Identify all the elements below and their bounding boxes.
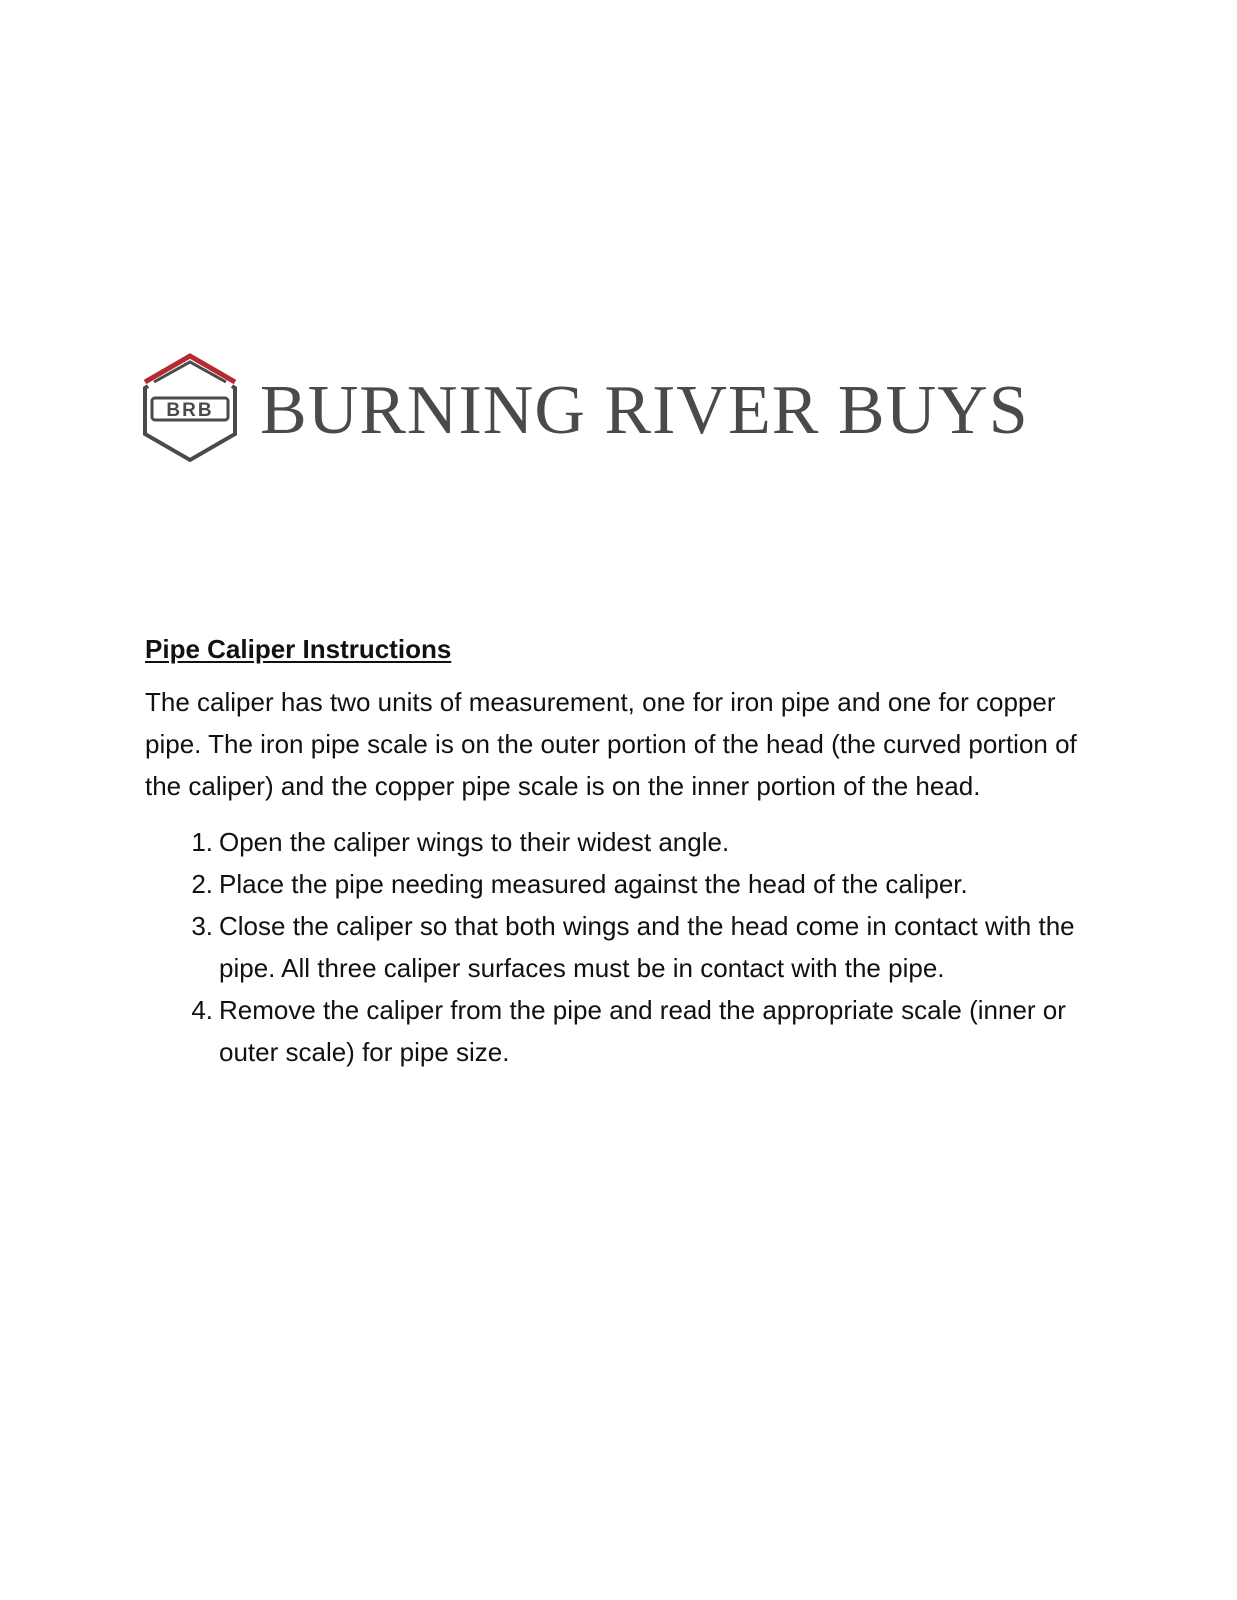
brb-hexagon-logo-icon [140,352,240,464]
page-title: Pipe Caliper Instructions [145,634,452,664]
list-item [145,821,1085,863]
step-number: 2. [191,869,213,899]
list-item [145,863,1085,905]
step-number: 1. [191,827,213,857]
list-item [145,989,1085,1073]
step-number: 4. [191,995,213,1025]
steps-list [145,821,1085,1073]
step-text: Place the pipe needing measured against the head of the caliper. [219,869,968,899]
intro-paragraph: The caliper has two units of measurement, one for iron pipe and one for copper pipe. The iron pipe scale is on the outer portion of the head (the curved portion of the caliper) and the copper pipe scale is on the inner portion of the head. [145,687,1077,801]
step-text: Open the caliper wings to their widest angle. [219,827,730,857]
list-item [145,905,1085,989]
step-text: Close the caliper so that both wings and the head come in contact with the pipe. All three caliper surfaces must be in contact with the pipe. [219,911,1075,983]
brand-logo [140,352,1080,464]
brand-wordmark: BURNING RIVER BUYS [260,372,1029,449]
step-number: 3. [191,911,213,941]
step-text: Remove the caliper from the pipe and read the appropriate scale (inner or outer scale) for pipe size. [219,995,1066,1067]
instructions-body [145,631,1085,1073]
svg-text:BRB: BRB [166,400,214,421]
